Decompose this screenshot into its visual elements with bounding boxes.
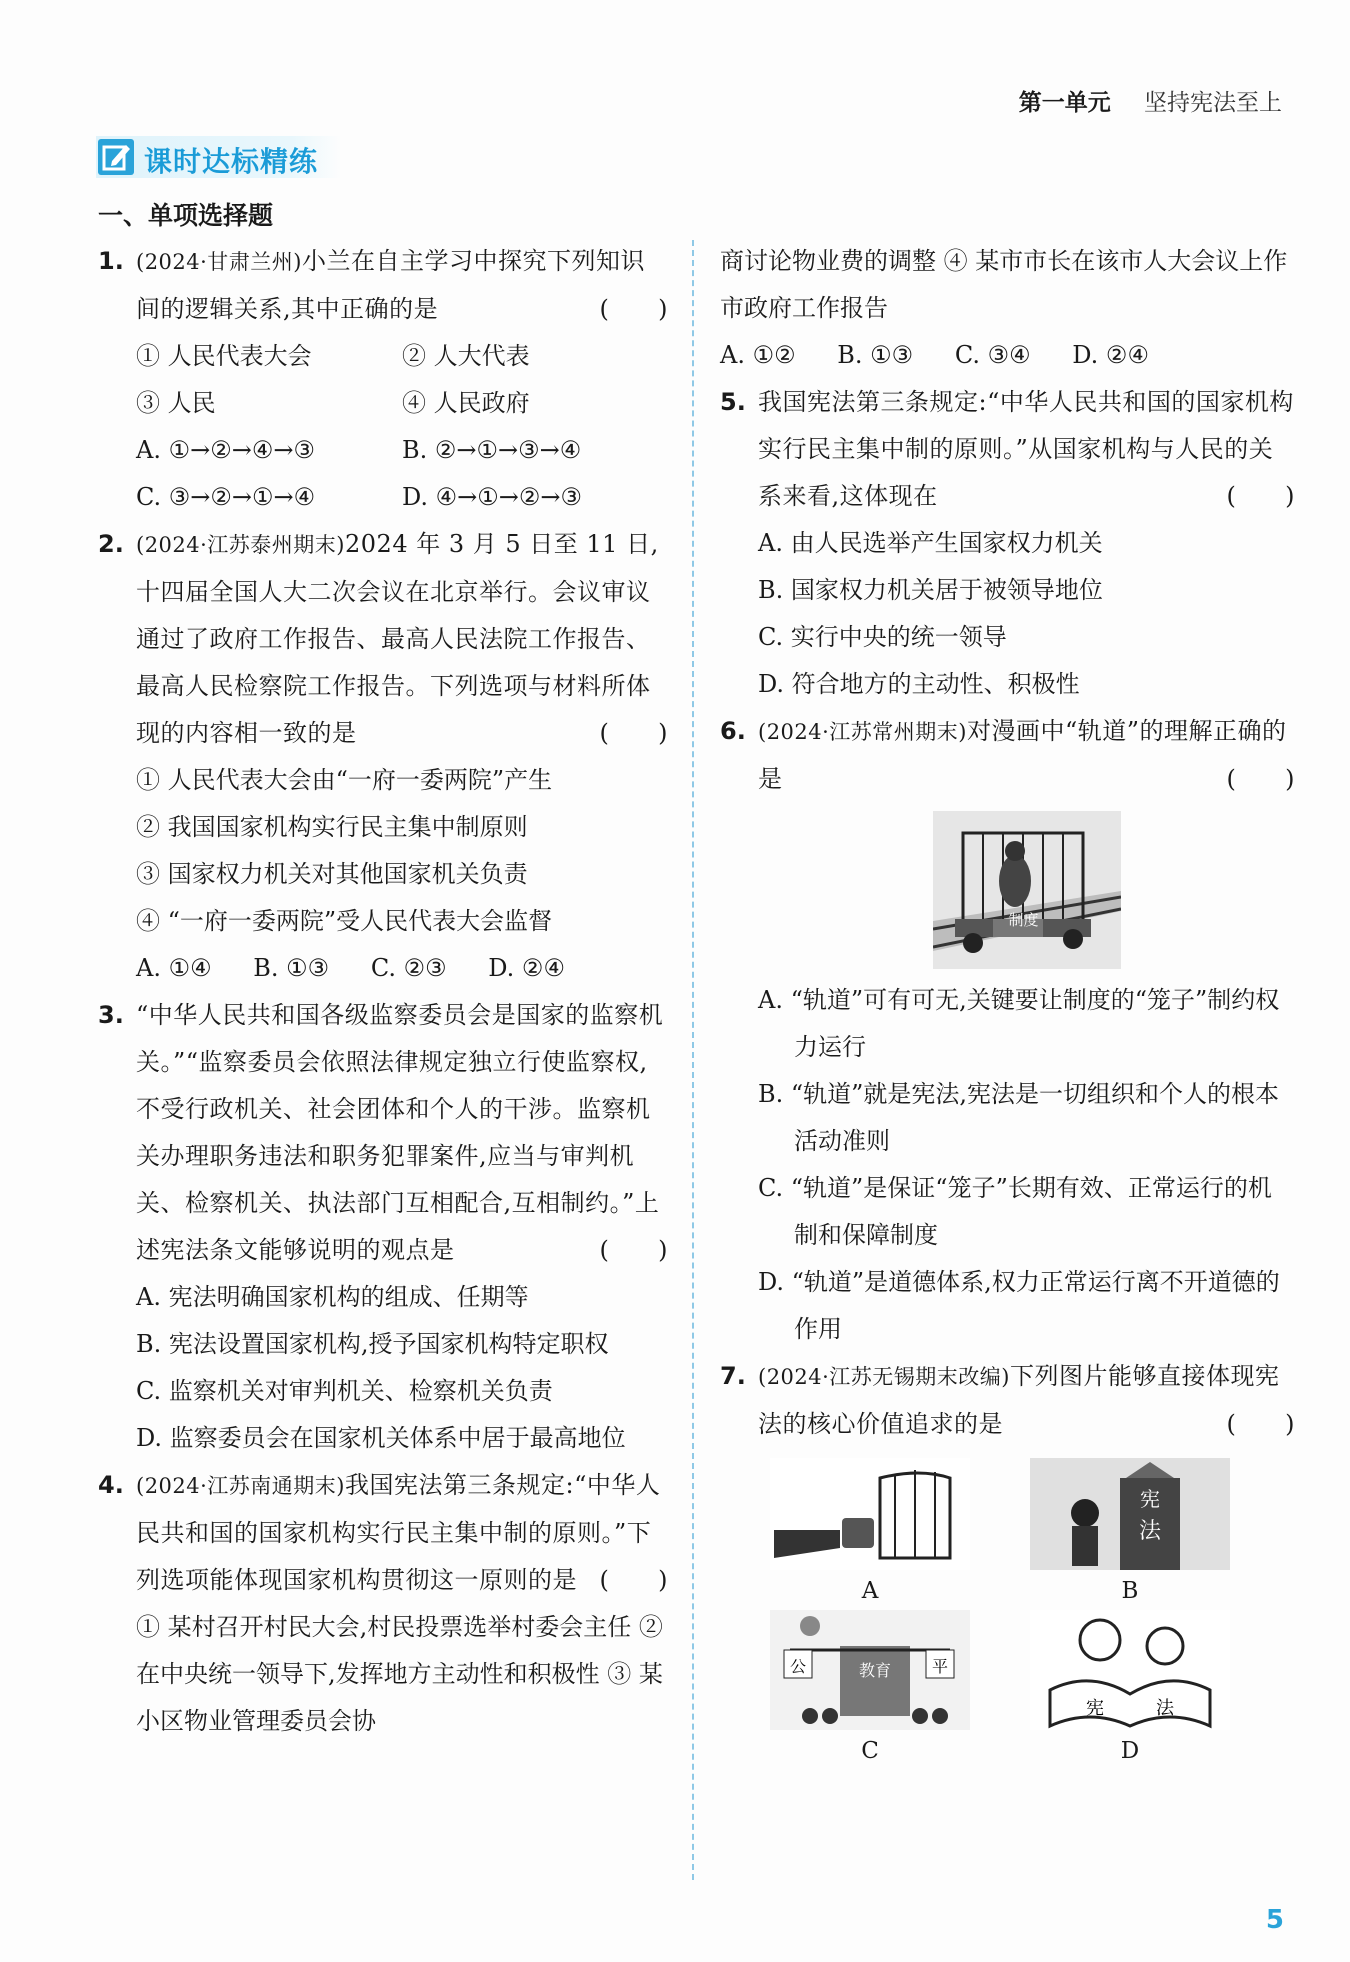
unit-label: 第一单元 [1018,90,1111,116]
question-number: 7. [720,1362,746,1390]
option-row [136,427,668,474]
question-source: (2024·甘肃兰州) [136,250,303,274]
option-d[interactable]: D. 符合地方的主动性、积极性 [758,670,1080,698]
option-c[interactable]: C. “轨道”是保证“笼子”长期有效、正常运行的机制和保障制度 [758,1174,1272,1249]
question-7 [720,1353,1295,1448]
sign-text: 教育 [858,1661,892,1680]
banner-label: 课时达标精练 [144,145,319,178]
question-number: 1. [98,247,124,275]
question-stem [136,1462,668,1604]
option-d[interactable]: D. ④→①→②→③ [402,483,583,511]
constitution-monument-image [1030,1458,1230,1570]
statement-item: ③ 人民 [136,389,216,417]
unit-topic: 坚持宪法至上 [1144,90,1282,116]
question-stem [758,1353,1295,1448]
option-a[interactable]: A. “轨道”可有可无,关键要让制度的“笼子”制约权力运行 [758,986,1280,1061]
question-stem [136,238,668,333]
answer-blank[interactable] [600,286,669,333]
stem-text: 我国宪法第三条规定:“中华人民共和国的国家机构实行民主集中制的原则。”下列选项能体现国家机构贯彻这一原则的是 [136,1471,661,1594]
picture-option-d[interactable] [1000,1610,1260,1766]
section-title: 一、单项选择题 [98,201,274,230]
stem-text: 下列图片能够直接体现宪法的核心价值追求的是 [758,1362,1280,1438]
statement-item: ③ 国家权力机关对其他国家机关负责 [136,860,528,888]
sign-text: 公 [789,1657,807,1676]
picture-letter: B [1121,1578,1139,1604]
birdcage-lock-image [770,1458,970,1570]
question-4 [98,1462,668,1745]
answer-blank[interactable] [1227,1401,1296,1448]
book-text: 法 [1156,1698,1174,1719]
option-d[interactable]: D. ②④ [488,954,565,982]
question-stem [758,708,1295,803]
column-divider [692,240,694,1880]
option-b[interactable]: B. 国家权力机关居于被领导地位 [758,576,1103,604]
statement-item: ① 人民代表大会由“一府一委两院”产生 [136,766,553,794]
option-b[interactable]: B. “轨道”就是宪法,宪法是一切组织和个人的根本活动准则 [758,1080,1280,1155]
question-1 [98,238,668,521]
option-b[interactable]: B. ①③ [837,341,914,369]
option-row [136,474,668,521]
cartoon-label: 制度 [1008,911,1039,929]
answer-blank[interactable] [600,1557,669,1604]
question-source: (2024·江苏泰州期末) [136,533,346,557]
monument-text: 法 [1138,1519,1162,1544]
question-source: (2024·江苏南通期末) [136,1474,346,1498]
reading-constitution-image [1030,1610,1230,1730]
education-fairness-image [770,1610,970,1730]
question-number: 3. [98,1001,124,1029]
question-4-continued [720,238,1295,379]
picture-option-b[interactable] [1000,1458,1260,1606]
question-number: 2. [98,530,124,558]
picture-letter: D [1120,1738,1140,1764]
left-column [98,238,668,1745]
picture-letter: C [861,1738,879,1764]
statement-item: ① 人民代表大会 [136,342,312,370]
stem-text: 对漫画中“轨道”的理解正确的是 [758,717,1287,793]
question-number: 5. [720,388,746,416]
option-a[interactable]: A. ①② [720,341,796,369]
option-d[interactable]: D. ②④ [1072,341,1149,369]
option-b[interactable]: B. 宪法设置国家机构,授予国家机构特定职权 [136,1330,609,1358]
cage-on-track-cartoon [933,811,1121,969]
answer-blank[interactable] [600,1227,669,1274]
question-source: (2024·江苏常州期末) [758,720,968,744]
option-d[interactable]: D. “轨道”是道德体系,权力正常运行离不开道德的作用 [758,1268,1280,1343]
option-b[interactable]: B. ①③ [253,954,330,982]
stem-text: 我国宪法第三条规定:“中华人民共和国的国家机构实行民主集中制的原则。”从国家机构与人民的关系来看,这体现在 [758,388,1294,510]
option-c[interactable]: C. ③→②→①→④ [136,483,316,511]
picture-option-a[interactable] [740,1458,1000,1606]
option-b[interactable]: B. ②→①→③→④ [402,436,582,464]
book-text: 宪 [1086,1698,1104,1719]
option-c[interactable]: C. 监察机关对审判机关、检察机关负责 [136,1377,553,1405]
answer-blank[interactable] [1227,756,1296,803]
question-stem [136,521,668,757]
page-number: 5 [1265,1905,1284,1935]
question-stem [758,379,1295,520]
right-column [720,238,1295,1766]
picture-option-c[interactable] [740,1610,1000,1766]
question-2 [98,521,668,992]
statement-item: ② 我国国家机构实行民主集中制原则 [136,813,528,841]
picture-options [740,1458,1260,1766]
item-row [136,380,668,427]
statement-item: ④ 人民政府 [402,389,530,417]
stem-text: “中华人民共和国各级监察委员会是国家的监察机关。”“监察委员会依照法律规定独立行使监察权,不受行政机关、社会团体和个人的干涉。监察机关办理职务违法和职务犯罪案件,应当与审判机关、检察机关、执法部门互相配合,互相制约。”上述宪法条文能够说明的观点是 [136,1001,664,1264]
question-6 [720,708,1295,1353]
option-c[interactable]: C. ②③ [370,954,447,982]
statement-item: ④ “一府一委两院”受人民代表大会监督 [136,907,553,935]
statement-items-continued: 商讨论物业费的调整 ④ 某市市长在该市人大会议上作市政府工作报告 [720,247,1288,322]
monument-text: 宪 [1140,1487,1160,1511]
option-a[interactable]: A. ①④ [136,954,212,982]
question-3 [98,992,668,1462]
question-number: 4. [98,1471,124,1499]
question-number: 6. [720,717,746,745]
question-5 [720,379,1295,708]
answer-blank[interactable] [1227,473,1296,520]
pencil-icon [98,139,134,175]
picture-letter: A [861,1578,879,1604]
question-stem [136,992,668,1274]
stem-text: 2024 年 3 月 5 日至 11 日,十四届全国人大二次会议在北京举行。会议审议通过了政府工作报告、最高人民法院工作报告、最高人民检察院工作报告。下列选项与材料所体现的内容相一致的是 [136,530,659,747]
sign-text: 平 [931,1657,949,1676]
option-row [136,945,668,992]
question-source: (2024·江苏无锡期末改编) [758,1365,1011,1389]
option-row [720,332,1295,379]
option-d[interactable]: D. 监察委员会在国家机关体系中居于最高地位 [136,1424,626,1452]
section-banner [96,136,341,178]
option-c[interactable]: C. ③④ [954,341,1031,369]
item-row [136,333,668,380]
statement-item: ② 人大代表 [402,342,530,370]
option-c[interactable]: C. 实行中央的统一领导 [758,623,1007,651]
option-a[interactable]: A. 由人民选举产生国家权力机关 [758,529,1103,557]
answer-blank[interactable] [600,710,669,757]
option-a[interactable]: A. ①→②→④→③ [136,436,315,464]
statement-items: ① 某村召开村民大会,村民投票选举村委会主任 ② 在中央统一领导下,发挥地方主动性和积极性 ③ 某小区物业管理委员会协 [136,1613,663,1735]
page-header [1019,84,1282,117]
stem-text: 小兰在自主学习中探究下列知识间的逻辑关系,其中正确的是 [136,247,646,323]
option-a[interactable]: A. 宪法明确国家机构的组成、任期等 [136,1283,529,1311]
